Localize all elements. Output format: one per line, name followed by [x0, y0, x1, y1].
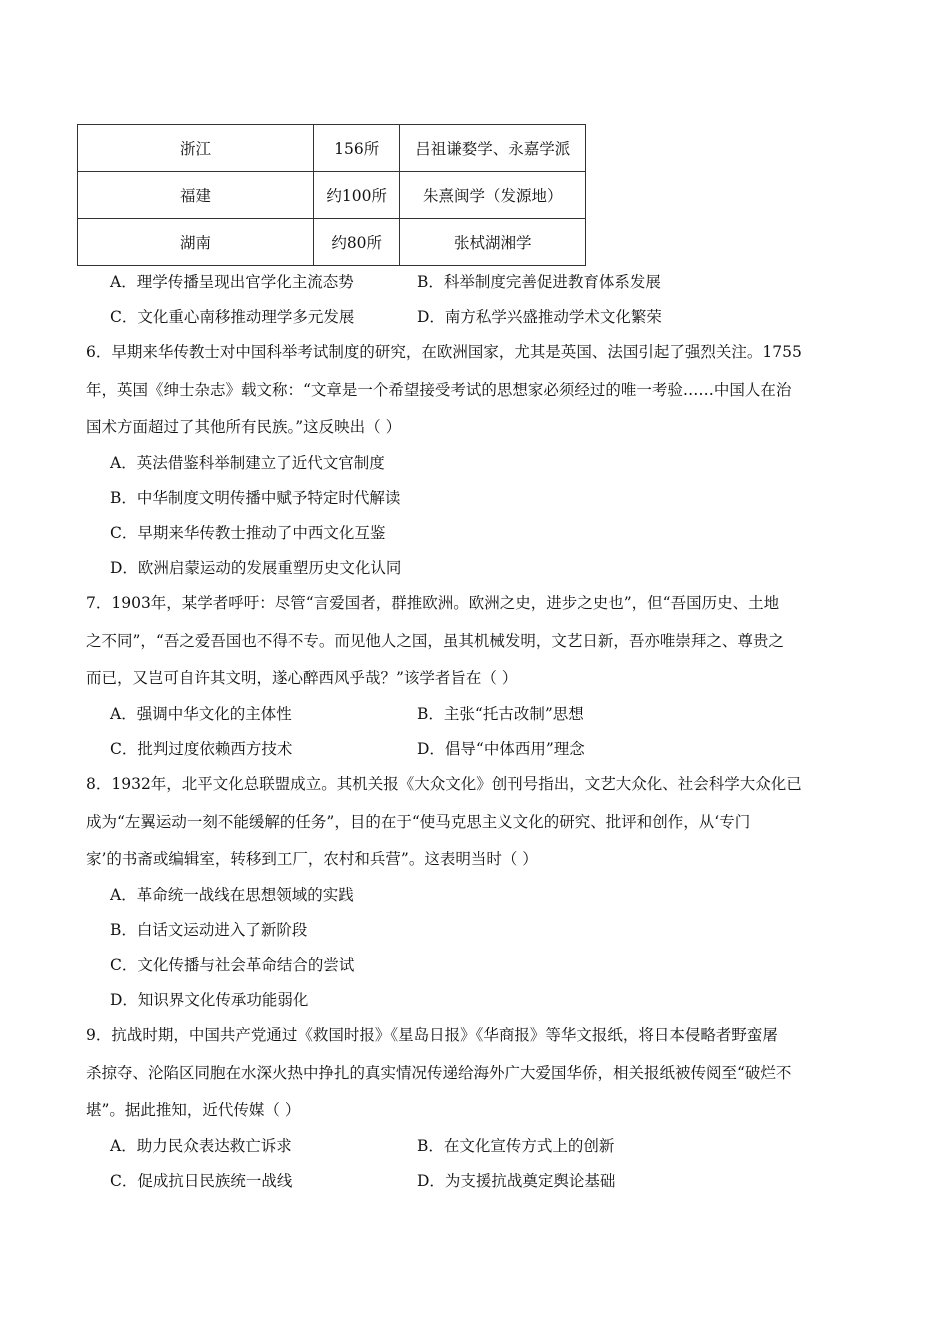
table-cell: 浙江: [78, 125, 314, 172]
q9-option-b: B．在文化宣传方式上的创新: [417, 1137, 615, 1155]
q8-option-c: C．文化传播与社会革命结合的尝试: [110, 956, 355, 974]
q5-option-c: C．文化重心南移推动理学多元发展: [110, 308, 355, 326]
table-cell: 156所: [313, 125, 399, 172]
q8-stem-line: 家’的书斋或编辑室，转移到工厂，农村和兵营”。这表明当时（ ）: [86, 850, 538, 868]
q8-option-b: B．白话文运动进入了新阶段: [110, 921, 308, 939]
academy-table: [77, 124, 586, 266]
q6-stem-line: 国术方面超过了其他所有民族。”这反映出（ ）: [86, 418, 402, 436]
q9-option-c: C．促成抗日民族统一战线: [110, 1172, 293, 1190]
table-row: [78, 125, 586, 172]
q8-stem-line: 成为“左翼运动一刻不能缓解的任务”，目的在于“使马克思主义文化的研究、批评和创作，从‘专门: [86, 813, 751, 831]
q7-stem-line: 7．1903年，某学者呼吁：尽管“言爱国者，群推欧洲。欧洲之史，进步之史也”，但“吾国历史、土地: [86, 594, 780, 612]
q8-option-d: D．知识界文化传承功能弱化: [110, 991, 309, 1009]
q5-option-d: D．南方私学兴盛推动学术文化繁荣: [417, 308, 662, 326]
q8-option-a: A．革命统一战线在思想领域的实践: [110, 886, 354, 904]
table-row: [78, 219, 586, 266]
q7-stem-line: 而已，又岂可自许其文明，遂心醉西风乎哉？”该学者旨在（ ）: [86, 669, 518, 687]
q7-option-d: D．倡导“中体西用”理念: [417, 740, 585, 758]
q9-stem-line: 堪”。据此推知，近代传媒（ ）: [86, 1101, 301, 1119]
q7-stem-line: 之不同”，“吾之爱吾国也不得不专。而见他人之国，虽其机械发明，文艺日新，吾亦唯崇拜之、尊贵之: [86, 632, 784, 650]
q9-option-a: A．助力民众表达救亡诉求: [110, 1137, 292, 1155]
table-cell: 湖南: [78, 219, 314, 266]
q8-stem-line: 8．1932年，北平文化总联盟成立。其机关报《大众文化》创刊号指出，文艺大众化、社会科学大众化已: [86, 775, 802, 793]
table-row: [78, 172, 586, 219]
table-cell: 张栻湖湘学: [400, 219, 586, 266]
q5-option-a: A．理学传播呈现出官学化主流态势: [110, 273, 354, 291]
q7-option-b: B．主张“托古改制”思想: [417, 705, 584, 723]
q7-option-a: A．强调中华文化的主体性: [110, 705, 292, 723]
q7-option-c: C．批判过度依赖西方技术: [110, 740, 293, 758]
table-cell: 约80所: [313, 219, 399, 266]
q6-option-c: C．早期来华传教士推动了中西文化互鉴: [110, 524, 386, 542]
table-cell: 约100所: [313, 172, 399, 219]
q9-option-d: D．为支援抗战奠定舆论基础: [417, 1172, 616, 1190]
q5-option-b: B．科举制度完善促进教育体系发展: [417, 273, 661, 291]
q6-option-d: D．欧洲启蒙运动的发展重塑历史文化认同: [110, 559, 402, 577]
q9-stem-line: 杀掠夺、沦陷区同胞在水深火热中挣扎的真实情况传递给海外广大爱国华侨，相关报纸被传阅至“破烂不: [86, 1064, 792, 1082]
table-cell: 福建: [78, 172, 314, 219]
table-cell: 朱熹闽学（发源地）: [400, 172, 586, 219]
q9-stem-line: 9．抗战时期，中国共产党通过《救国时报》《星岛日报》《华商报》等华文报纸，将日本侵略者野蛮屠: [86, 1026, 778, 1044]
q6-option-b: B．中华制度文明传播中赋予特定时代解读: [110, 489, 401, 507]
q6-option-a: A．英法借鉴科举制建立了近代文官制度: [110, 454, 385, 472]
q6-stem-line: 年，英国《绅士杂志》载文称：“文章是一个希望接受考试的思想家必须经过的唯一考验……中国人在治: [86, 381, 792, 399]
table-cell: 吕祖谦婺学、永嘉学派: [400, 125, 586, 172]
q6-stem-line: 6．早期来华传教士对中国科举考试制度的研究，在欧洲国家，尤其是英国、法国引起了强烈关注。1755: [86, 343, 802, 361]
